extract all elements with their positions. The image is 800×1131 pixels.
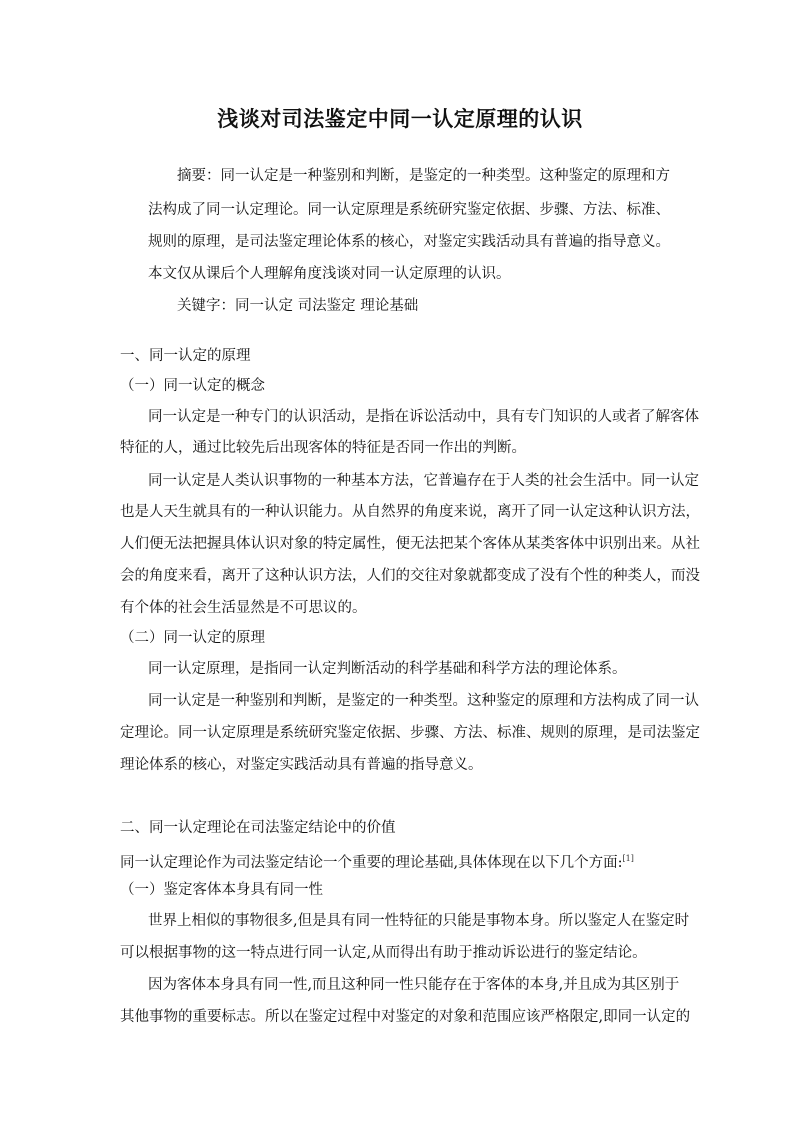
footnote-ref[interactable]: [1] [622, 854, 634, 863]
paragraph-line: 同一认定是一种专门的认识活动，是指在诉讼活动中，具有专门知识的人或者了解客体 [148, 409, 699, 425]
paragraph-line: 可以根据事物的这一特点进行同一认定,从而得出有助于推动诉讼进行的鉴定结论。 [120, 945, 647, 961]
paragraph-line: 特征的人，通过比较先后出现客体的特征是否同一作出的判断。 [120, 440, 526, 456]
abstract-line: 规则的原理，是司法鉴定理论体系的核心，对鉴定实践活动具有普遍的指导意义。 [148, 234, 670, 250]
keywords: 关键字：同一认定 司法鉴定 理论基础 [177, 298, 419, 314]
paragraph-line: 因为客体本身具有同一性,而且这种同一性只能存在于客体的本身,并且成为其区别于 [148, 977, 680, 993]
paragraph-line: 人们便无法把握具体认识对象的特定属性，便无法把某个客体从某类客体中识别出来。从社 [120, 536, 700, 552]
paragraph-line: 世界上相似的事物很多,但是具有同一性特征的只能是事物本身。所以鉴定人在鉴定时 [148, 913, 690, 929]
abstract-line: 本文仅从课后个人理解角度浅谈对同一认定原理的认识。 [148, 266, 511, 282]
paragraph-line: 其他事物的重要标志。所以在鉴定过程中对鉴定的对象和范围应该严格限定,即同一认定的 [120, 1009, 691, 1025]
section-intro [120, 849, 634, 873]
document-title: 浅谈对司法鉴定中同一认定原理的认识 [217, 106, 583, 131]
paragraph-line: 理论体系的核心，对鉴定实践活动具有普遍的指导意义。 [120, 757, 483, 773]
section-intro-text: 同一认定理论作为司法鉴定结论一个重要的理论基础,具体体现在以下几个方面: [120, 854, 623, 871]
paragraph-line: 有个体的社会生活显然是不可思议的。 [120, 600, 367, 616]
abstract-line: 摘要：同一认定是一种鉴别和判断，是鉴定的一种类型。这种鉴定的原理和方 [177, 168, 670, 184]
section-heading: 一、同一认定的原理 [120, 348, 251, 364]
subsection-heading: （一）同一认定的概念 [120, 378, 265, 394]
paragraph-line: 也是人天生就具有的一种认识能力。从自然界的角度来说，离开了同一认定这种认识方法， [120, 504, 700, 520]
subsection-heading: （一）鉴定客体本身具有同一性 [120, 882, 323, 898]
paragraph-line: 定理论。同一认定原理是系统研究鉴定依据、步骤、方法、标准、规则的原理，是司法鉴定 [120, 725, 700, 741]
paragraph-line: 会的角度来看，离开了这种认识方法，人们的交往对象就都变成了没有个性的种类人，而没 [120, 568, 700, 584]
abstract-line: 法构成了同一认定理论。同一认定原理是系统研究鉴定依据、步骤、方法、标准、 [148, 202, 670, 218]
paragraph-line: 同一认定是人类认识事物的一种基本方法，它普遍存在于人类的社会生活中。同一认定 [148, 473, 699, 489]
subsection-heading: （二）同一认定的原理 [120, 630, 265, 646]
paragraph-line: 同一认定是一种鉴别和判断，是鉴定的一种类型。这种鉴定的原理和方法构成了同一认 [148, 693, 699, 709]
section-heading: 二、同一认定理论在司法鉴定结论中的价值 [120, 820, 396, 836]
paragraph-line: 同一认定原理，是指同一认定判断活动的科学基础和科学方法的理论体系。 [148, 661, 627, 677]
